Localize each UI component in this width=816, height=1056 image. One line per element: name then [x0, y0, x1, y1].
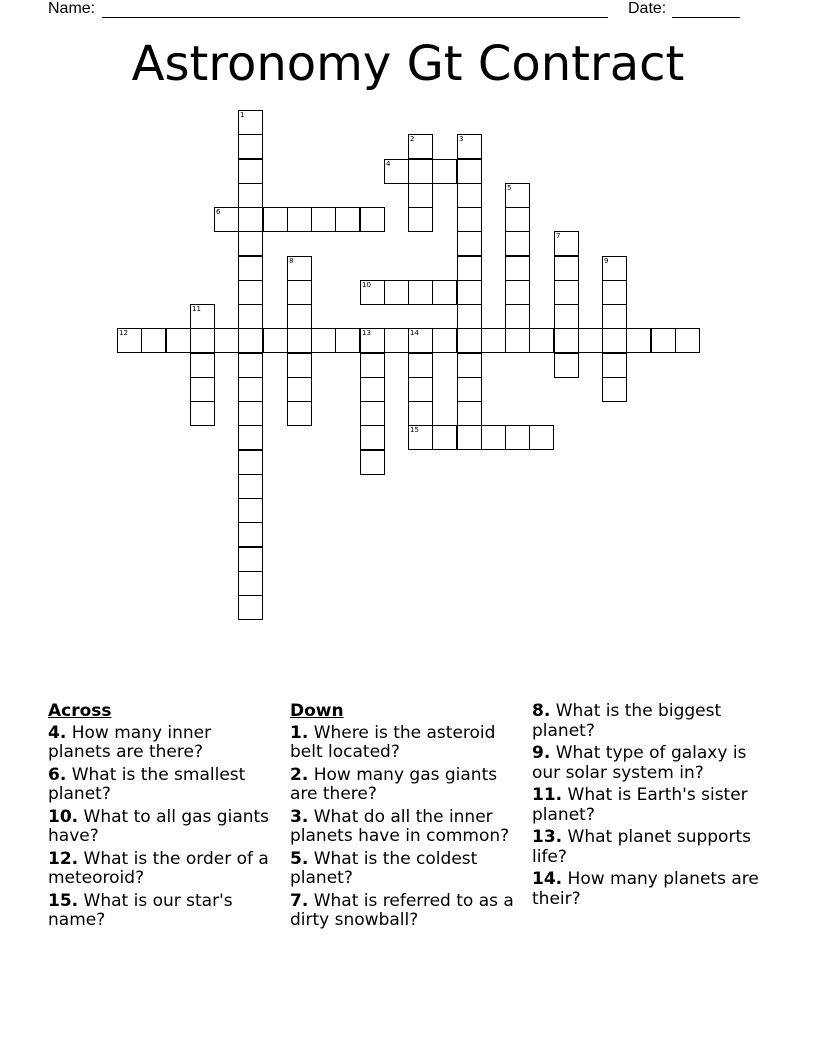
clue-number: 1. — [290, 722, 309, 743]
crossword-cell[interactable] — [287, 377, 312, 402]
crossword-cell[interactable] — [238, 401, 263, 426]
clue-down-1 — [290, 724, 520, 763]
crossword-cell[interactable] — [457, 328, 482, 353]
crossword-cell[interactable] — [238, 377, 263, 402]
crossword-cell[interactable] — [408, 207, 433, 232]
crossword-cell[interactable] — [457, 183, 482, 208]
crossword-cell[interactable] — [505, 231, 530, 256]
crossword-cell[interactable] — [190, 401, 215, 426]
clue-down-13 — [532, 828, 762, 867]
cell-number: 13 — [362, 329, 371, 337]
clue-number: 15. — [48, 890, 79, 911]
cell-number: 2 — [410, 135, 415, 143]
crossword-cell[interactable] — [384, 159, 409, 184]
crossword-cell[interactable] — [457, 280, 482, 305]
crossword-cell[interactable] — [602, 353, 627, 378]
date-label: Date: — [628, 0, 667, 17]
crossword-cell[interactable] — [190, 353, 215, 378]
cell-number: 9 — [604, 257, 609, 265]
clue-down-8 — [532, 702, 762, 741]
crossword-cell[interactable] — [408, 183, 433, 208]
crossword-cell[interactable] — [335, 207, 360, 232]
crossword-cell[interactable] — [457, 304, 482, 329]
cell-number: 10 — [362, 281, 371, 289]
crossword-cell[interactable] — [481, 425, 506, 450]
crossword-cell[interactable] — [529, 425, 554, 450]
cell-number: 12 — [119, 329, 128, 337]
across-heading: Across — [48, 701, 112, 721]
crossword-cell[interactable] — [408, 280, 433, 305]
crossword-cell[interactable] — [432, 159, 457, 184]
crossword-cell[interactable] — [214, 207, 239, 232]
crossword-cell[interactable] — [651, 328, 676, 353]
clue-down-2 — [290, 766, 520, 805]
crossword-cell[interactable] — [335, 328, 360, 353]
clue-text: How many gas giants are there? — [290, 764, 498, 804]
clue-number: 5. — [290, 848, 309, 869]
crossword-cell[interactable] — [505, 304, 530, 329]
crossword-cell[interactable] — [238, 183, 263, 208]
crossword-cell[interactable] — [360, 401, 385, 426]
clue-number: 8. — [532, 701, 551, 721]
cell-number: 8 — [289, 257, 294, 265]
crossword-cell[interactable] — [602, 256, 627, 281]
clue-across-10 — [48, 808, 278, 847]
crossword-cell[interactable] — [626, 328, 651, 353]
clue-text: What to all gas giants have? — [48, 806, 270, 846]
crossword-cell[interactable] — [554, 231, 579, 256]
crossword-cell[interactable] — [360, 328, 385, 353]
crossword-cell[interactable] — [287, 353, 312, 378]
crossword-cell[interactable] — [481, 328, 506, 353]
crossword-cell[interactable] — [238, 256, 263, 281]
crossword-cell[interactable] — [238, 547, 263, 572]
crossword-cell[interactable] — [263, 328, 288, 353]
cell-number: 14 — [410, 329, 419, 337]
crossword-cell[interactable] — [311, 207, 336, 232]
clue-number: 14. — [532, 869, 563, 889]
crossword-cell[interactable] — [238, 474, 263, 499]
clue-number: 12. — [48, 848, 79, 869]
crossword-cell[interactable] — [505, 280, 530, 305]
clue-number: 9. — [532, 743, 551, 763]
crossword-cell[interactable] — [457, 401, 482, 426]
crossword-cell[interactable] — [554, 328, 579, 353]
cell-number: 11 — [192, 305, 201, 313]
crossword-cell[interactable] — [457, 134, 482, 159]
crossword-cell[interactable] — [432, 280, 457, 305]
crossword-cell[interactable] — [408, 134, 433, 159]
crossword-cell[interactable] — [166, 328, 191, 353]
cell-number: 3 — [459, 135, 464, 143]
crossword-cell[interactable] — [311, 328, 336, 353]
crossword-cell[interactable] — [190, 304, 215, 329]
crossword-cell[interactable] — [554, 256, 579, 281]
crossword-cell[interactable] — [238, 207, 263, 232]
crossword-cell[interactable] — [457, 256, 482, 281]
clue-number: 6. — [48, 764, 67, 785]
crossword-cell[interactable] — [263, 207, 288, 232]
crossword-cell[interactable] — [238, 280, 263, 305]
crossword-cell[interactable] — [238, 304, 263, 329]
clue-text: What is the smallest planet? — [48, 764, 246, 804]
down-heading: Down — [290, 701, 344, 721]
crossword-cell[interactable] — [457, 207, 482, 232]
crossword-cell[interactable] — [190, 328, 215, 353]
crossword-cell[interactable] — [238, 450, 263, 475]
crossword-cell[interactable] — [190, 377, 215, 402]
crossword-cell[interactable] — [602, 328, 627, 353]
crossword-cell[interactable] — [505, 183, 530, 208]
cell-number: 7 — [556, 232, 561, 240]
clue-across-6 — [48, 766, 278, 805]
crossword-cell[interactable] — [457, 231, 482, 256]
crossword-cell[interactable] — [675, 328, 700, 353]
crossword-cell[interactable] — [408, 377, 433, 402]
clue-across-12 — [48, 850, 278, 889]
crossword-cell[interactable] — [457, 159, 482, 184]
crossword-cell[interactable] — [238, 498, 263, 523]
cell-number: 6 — [216, 208, 221, 216]
cell-number: 5 — [507, 184, 512, 192]
crossword-cell[interactable] — [602, 304, 627, 329]
cell-number: 4 — [386, 160, 391, 168]
crossword-cell[interactable] — [505, 425, 530, 450]
crossword-cell[interactable] — [432, 425, 457, 450]
crossword-cell[interactable] — [505, 328, 530, 353]
crossword-cell[interactable] — [287, 328, 312, 353]
crossword-cell[interactable] — [238, 425, 263, 450]
crossword-cell[interactable] — [432, 328, 457, 353]
crossword-cell[interactable] — [602, 280, 627, 305]
clue-text: Where is the asteroid belt located? — [290, 722, 496, 762]
crossword-cell[interactable] — [408, 425, 433, 450]
clue-text: What is the coldest planet? — [290, 848, 478, 888]
crossword-cell[interactable] — [578, 328, 603, 353]
crossword-cell[interactable] — [457, 377, 482, 402]
crossword-cell[interactable] — [408, 328, 433, 353]
clue-number: 10. — [48, 806, 79, 827]
clue-text: What is referred to as a dirty snowball? — [290, 890, 514, 930]
clue-text: What is our star's name? — [48, 890, 233, 930]
clue-down-3 — [290, 808, 520, 847]
crossword-cell[interactable] — [141, 328, 166, 353]
crossword-cell[interactable] — [505, 256, 530, 281]
crossword-cell[interactable] — [238, 571, 263, 596]
clue-number: 4. — [48, 722, 67, 743]
clue-text: What planet supports life? — [532, 827, 751, 867]
clue-text: What is the biggest planet? — [532, 701, 722, 741]
clue-down-11 — [532, 786, 762, 825]
page-title: Astronomy Gt Contract — [131, 36, 685, 92]
clue-across-4 — [48, 724, 278, 763]
name-label: Name: — [48, 0, 96, 17]
clue-down-14 — [532, 870, 762, 909]
clue-down-9 — [532, 744, 762, 783]
crossword-cell[interactable] — [117, 328, 142, 353]
crossword-cell[interactable] — [287, 401, 312, 426]
clue-number: 11. — [532, 785, 563, 805]
crossword-cell[interactable] — [287, 256, 312, 281]
clue-down-5 — [290, 850, 520, 889]
cell-number: 1 — [240, 111, 245, 119]
crossword-cell[interactable] — [360, 207, 385, 232]
crossword-cell[interactable] — [238, 134, 263, 159]
clue-number: 7. — [290, 890, 309, 911]
crossword-cell[interactable] — [287, 207, 312, 232]
clue-down-7 — [290, 892, 520, 931]
clue-number: 3. — [290, 806, 309, 827]
crossword-cell[interactable] — [238, 595, 263, 620]
crossword-cell[interactable] — [457, 353, 482, 378]
down-clues — [290, 702, 520, 934]
clue-across-15 — [48, 892, 278, 931]
crossword-cell[interactable] — [238, 110, 263, 135]
crossword-cell[interactable] — [529, 328, 554, 353]
clue-text: What is Earth's sister planet? — [532, 785, 748, 825]
crossword-cell[interactable] — [287, 280, 312, 305]
clue-text: How many planets are their? — [532, 869, 759, 909]
crossword-cell[interactable] — [238, 328, 263, 353]
clue-number: 13. — [532, 827, 563, 847]
down-clues-continued — [532, 702, 762, 912]
crossword-cell[interactable] — [360, 425, 385, 450]
crossword-cell[interactable] — [360, 377, 385, 402]
across-clues — [48, 702, 278, 934]
cell-number: 15 — [410, 426, 419, 434]
crossword-cell[interactable] — [384, 280, 409, 305]
crossword-cell[interactable] — [505, 207, 530, 232]
crossword-cell[interactable] — [384, 328, 409, 353]
crossword-cell[interactable] — [360, 353, 385, 378]
crossword-cell[interactable] — [554, 280, 579, 305]
crossword-cell[interactable] — [408, 353, 433, 378]
crossword-cell[interactable] — [554, 304, 579, 329]
crossword-cell[interactable] — [238, 231, 263, 256]
clue-text: How many inner planets are there? — [48, 722, 212, 762]
clue-text: What do all the inner planets have in common? — [290, 806, 510, 846]
crossword-cell[interactable] — [408, 401, 433, 426]
crossword-cell[interactable] — [554, 353, 579, 378]
crossword-cell[interactable] — [238, 159, 263, 184]
crossword-cell[interactable] — [238, 353, 263, 378]
clue-text: What is the order of a meteoroid? — [48, 848, 269, 888]
crossword-cell[interactable] — [287, 304, 312, 329]
clue-number: 2. — [290, 764, 309, 785]
crossword-cell[interactable] — [214, 328, 239, 353]
crossword-cell[interactable] — [360, 450, 385, 475]
crossword-cell[interactable] — [602, 377, 627, 402]
crossword-cell[interactable] — [408, 159, 433, 184]
clue-text: What type of galaxy is our solar system in? — [532, 743, 747, 783]
crossword-cell[interactable] — [238, 522, 263, 547]
crossword-cell[interactable] — [457, 425, 482, 450]
crossword-cell[interactable] — [360, 280, 385, 305]
